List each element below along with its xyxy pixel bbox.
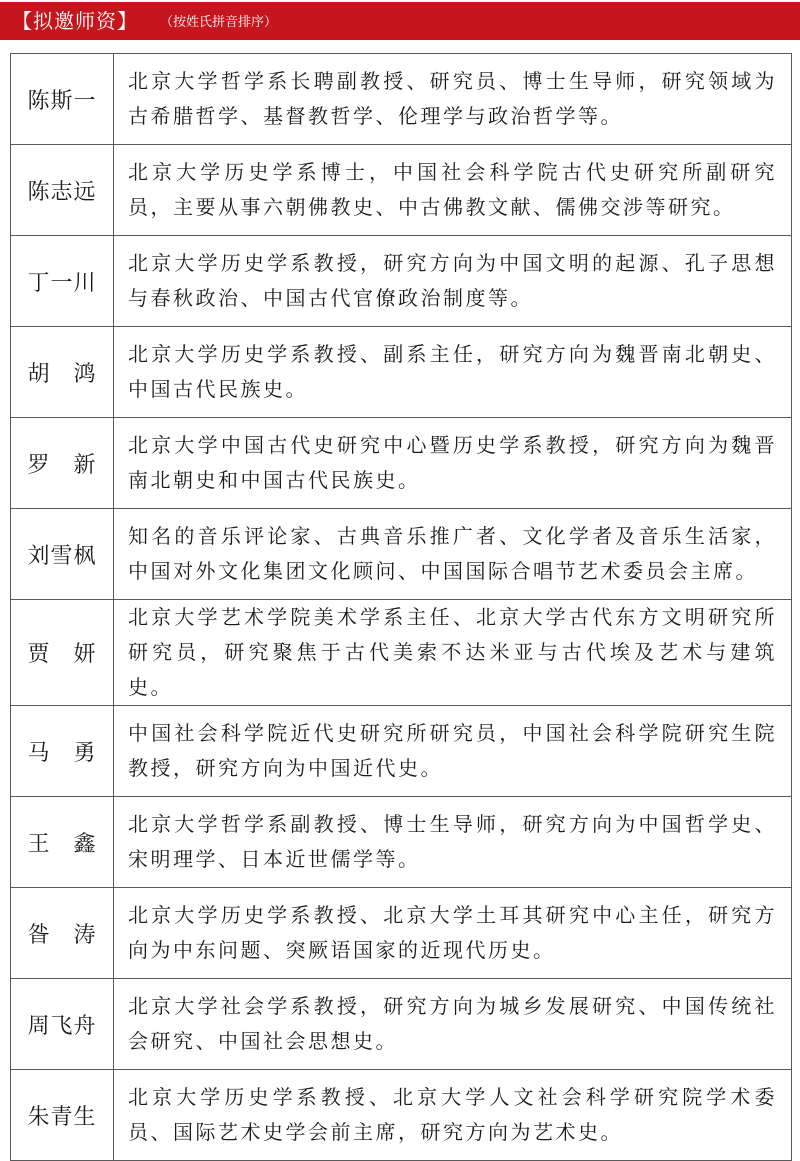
section-subtitle: （按姓氏拼音排序） (160, 15, 278, 30)
table-row (11, 888, 792, 979)
faculty-description: 北京大学中国古代史研究中心暨历史学系教授，研究方向为魏晋南北朝史和中国古代民族史。 (114, 418, 792, 509)
faculty-name: 丁一川 (11, 236, 114, 327)
table-row (11, 600, 792, 706)
faculty-description: 北京大学艺术学院美术学系主任、北京大学古代东方文明研究所研究员，研究聚焦于古代美索不达米亚与古代埃及艺术与建筑史。 (114, 600, 792, 706)
table-row (11, 327, 792, 418)
faculty-name: 朱青生 (11, 1070, 114, 1161)
faculty-description: 北京大学历史学系教授、北京大学土耳其研究中心主任，研究方向为中东问题、突厥语国家的近现代历史。 (114, 888, 792, 979)
faculty-name: 王 鑫 (11, 797, 114, 888)
faculty-name: 马 勇 (11, 706, 114, 797)
header-banner (0, 2, 800, 40)
faculty-description: 北京大学历史学系教授、北京大学人文社会科学研究院学术委员、国际艺术史学会前主席，研究方向为艺术史。 (114, 1070, 792, 1161)
faculty-name: 周飞舟 (11, 979, 114, 1070)
faculty-description: 北京大学历史学系教授、副系主任，研究方向为魏晋南北朝史、中国古代民族史。 (114, 327, 792, 418)
faculty-description: 北京大学历史学系博士，中国社会科学院古代史研究所副研究员，主要从事六朝佛教史、中古佛教文献、儒佛交涉等研究。 (114, 145, 792, 236)
faculty-name: 罗 新 (11, 418, 114, 509)
table-row (11, 54, 792, 145)
table-row (11, 979, 792, 1070)
table-row (11, 706, 792, 797)
table-row (11, 236, 792, 327)
faculty-table (10, 53, 792, 1161)
table-row (11, 418, 792, 509)
faculty-description: 北京大学哲学系副教授、博士生导师，研究方向为中国哲学史、宋明理学、日本近世儒学等。 (114, 797, 792, 888)
table-row (11, 145, 792, 236)
faculty-name: 贾 妍 (11, 600, 114, 706)
table-row (11, 797, 792, 888)
table-row (11, 509, 792, 600)
faculty-description: 北京大学社会学系教授，研究方向为城乡发展研究、中国传统社会研究、中国社会思想史。 (114, 979, 792, 1070)
faculty-name: 胡 鸿 (11, 327, 114, 418)
faculty-description: 知名的音乐评论家、古典音乐推广者、文化学者及音乐生活家，中国对外文化集团文化顾问、中国国际合唱节艺术委员会主席。 (114, 509, 792, 600)
faculty-name: 陈斯一 (11, 54, 114, 145)
faculty-description: 中国社会科学院近代史研究所研究员，中国社会科学院研究生院教授，研究方向为中国近代史。 (114, 706, 792, 797)
faculty-name: 刘雪枫 (11, 509, 114, 600)
section-title: 【拟邀师资】 (12, 9, 138, 33)
faculty-description: 北京大学历史学系教授，研究方向为中国文明的起源、孔子思想与春秋政治、中国古代官僚政治制度等。 (114, 236, 792, 327)
faculty-name: 陈志远 (11, 145, 114, 236)
faculty-description: 北京大学哲学系长聘副教授、研究员、博士生导师，研究领域为古希腊哲学、基督教哲学、伦理学与政治哲学等。 (114, 54, 792, 145)
faculty-name: 昝 涛 (11, 888, 114, 979)
table-row (11, 1070, 792, 1161)
